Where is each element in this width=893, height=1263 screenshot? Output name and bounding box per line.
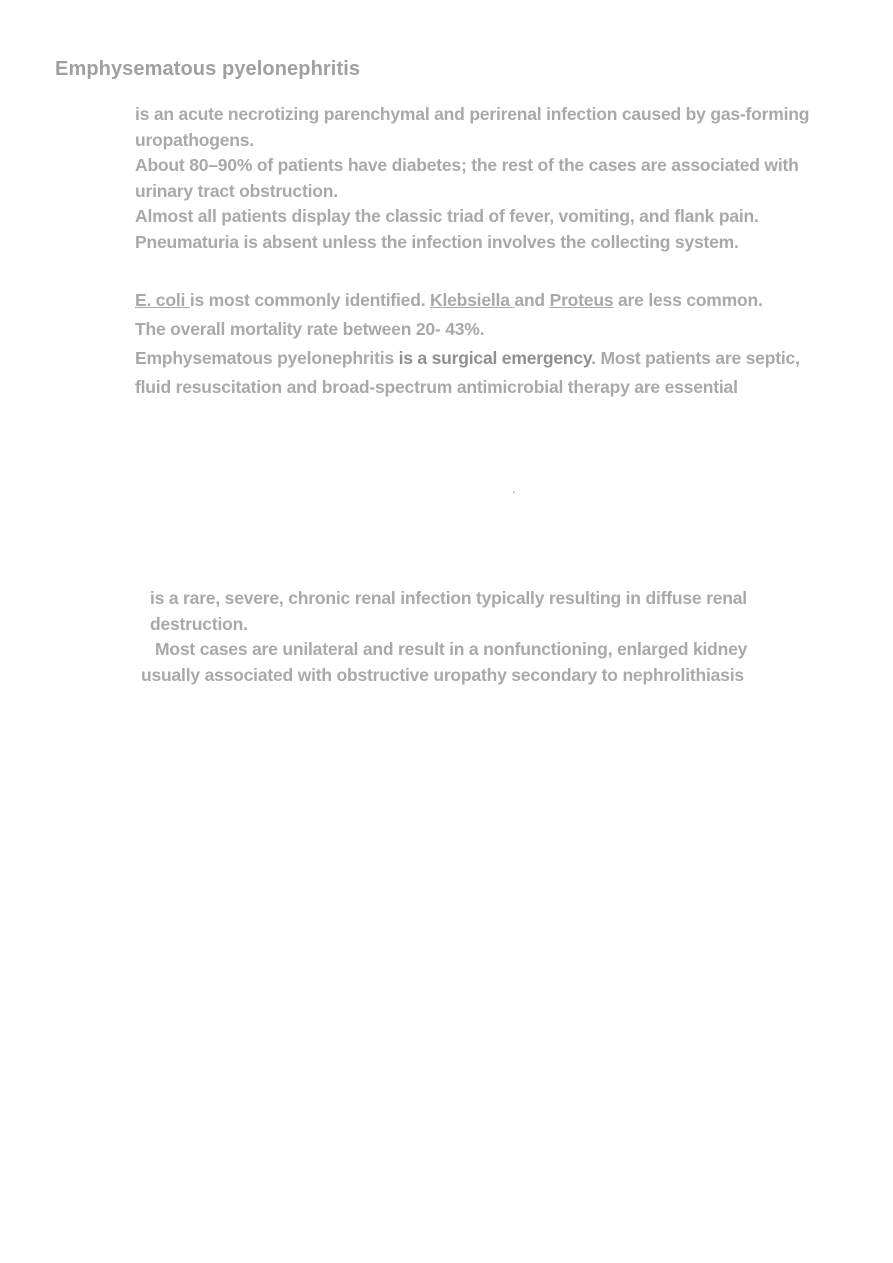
page-title: Emphysematous pyelonephritis bbox=[55, 58, 361, 80]
treatment-line: fluid resuscitation and broad-spectrum antimicrobial therapy are essential bbox=[135, 377, 738, 397]
ecoli-term: E. coli bbox=[135, 290, 190, 310]
text-fragment: . Most patients are septic, bbox=[591, 348, 800, 368]
text-line: Almost all patients display the classic triad of fever, vomiting, and flank pain. bbox=[135, 206, 759, 226]
proteus-term: Proteus bbox=[549, 290, 614, 310]
text-fragment: and bbox=[514, 290, 550, 310]
organisms-line bbox=[135, 286, 855, 315]
text-fragment: are less common. bbox=[613, 290, 763, 310]
text-line: usually associated with obstructive uropathy secondary to nephrolithiasis bbox=[141, 664, 744, 685]
text-line: is a rare, severe, chronic renal infection typically resulting in diffuse renal bbox=[150, 588, 747, 608]
text-fragment: Emphysematous pyelonephritis bbox=[135, 348, 399, 368]
surgical-emergency-text: is a surgical emergency bbox=[398, 348, 592, 368]
microbiology-paragraph bbox=[135, 286, 855, 402]
text-fragment: is most commonly identified. bbox=[189, 290, 431, 310]
text-line: Pneumaturia is absent unless the infection involves the collecting system. bbox=[135, 231, 739, 252]
text-line: Most cases are unilateral and result in a nonfunctioning, enlarged kidney bbox=[155, 639, 748, 659]
emergency-line bbox=[135, 344, 855, 373]
text-line: About 80–90% of patients have diabetes; the rest of the cases are associated with bbox=[135, 155, 799, 175]
text-line: destruction. bbox=[150, 613, 248, 634]
text-line: is an acute necrotizing parenchymal and perirenal infection caused by gas-forming bbox=[135, 104, 810, 124]
mortality-line: The overall mortality rate between 20- 43%. bbox=[135, 319, 485, 339]
stray-dot: . bbox=[512, 480, 516, 496]
definition-paragraph bbox=[135, 102, 855, 255]
text-line: urinary tract obstruction. bbox=[135, 180, 338, 201]
klebsiella-term: Klebsiella bbox=[430, 290, 515, 310]
text-line: uropathogens. bbox=[135, 129, 254, 150]
chronic-infection-paragraph bbox=[141, 586, 840, 688]
